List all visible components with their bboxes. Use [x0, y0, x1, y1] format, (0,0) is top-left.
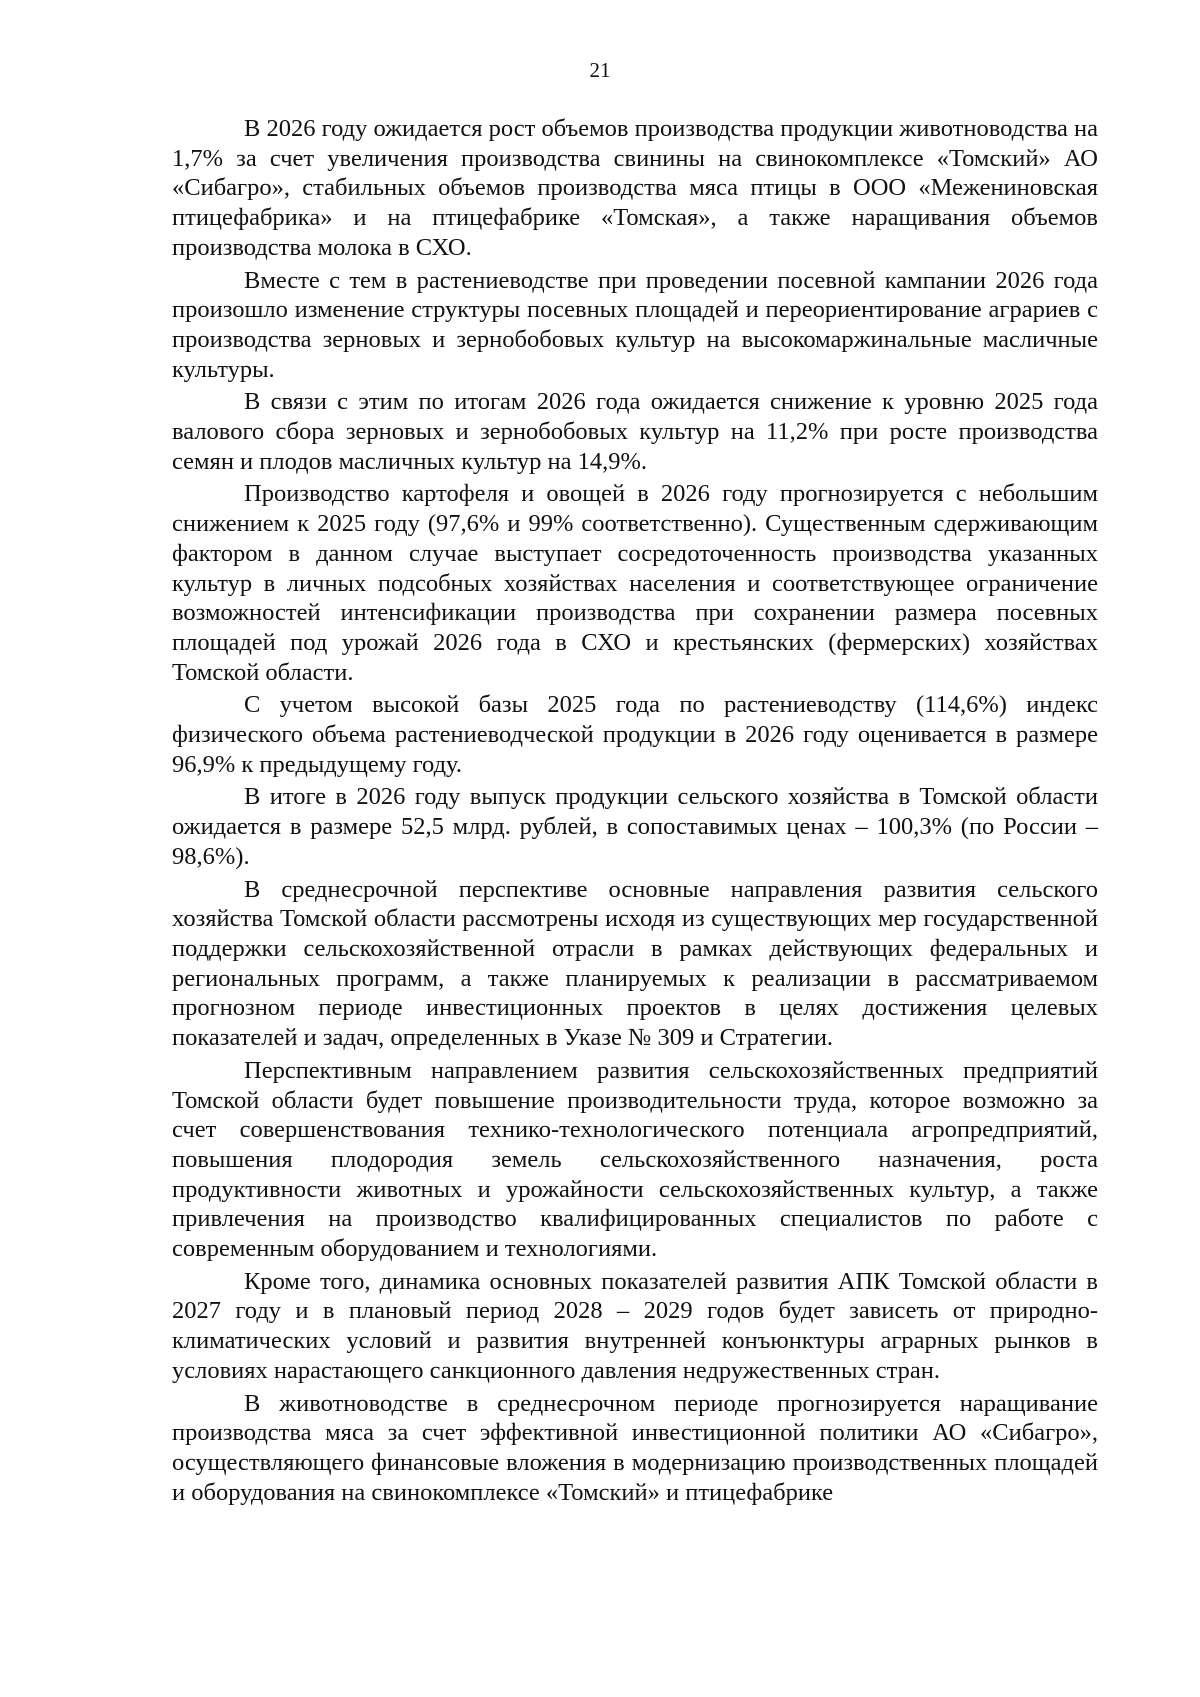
paragraph-sowing-structure: Вместе с тем в растениеводстве при проведении посевной кампании 2026 года произошло изменение структуры посевных площадей и переориентирование аграриев с производства зерновых и зернобобовых культур на высокомаржинальные масличные культуры. — [172, 266, 1098, 383]
paragraph-agri-output: В итоге в 2026 году выпуск продукции сельского хозяйства в Томской области ожидается в размере 52,5 млрд. рублей, в сопоставимых ценах – 100,3% (по России – 98,6%). — [172, 783, 1098, 870]
paragraph-livestock-growth: В 2026 году ожидается рост объемов производства продукции животноводства на 1,7% за счет увеличения производства свинины на свинокомплексе «Томский» АО «Сибагро», стабильных объемов производства мяса птицы в ООО «Межениновская птицефабрика» и на птицефабрике «Томская», а также наращивания объемов производства молока в СХО. — [172, 115, 1098, 261]
page-number: 21 — [589, 58, 611, 82]
paragraph-crop-index: С учетом высокой базы 2025 года по растениеводству (114,6%) индекс физического объема растениеводческой продукции в 2026 году оценивается в размере 96,9% к предыдущему году. — [172, 691, 1098, 778]
paragraph-midterm-outlook: В среднесрочной перспективе основные направления развития сельского хозяйства Томской области рассмотрены исходя из существующих мер государственной поддержки сельскохозяйственной отрасли в рамках действующих федеральных и региональных программ, а также планируемых к реализации в рассматриваемом прогнозном периоде инвестиционных проектов в целях достижения целевых показателей и задач, определенных в Указе № 309 и Стратегии. — [172, 875, 1098, 1052]
document-body — [172, 114, 1098, 1510]
paragraph-meat-production: В животноводстве в среднесрочном периоде прогнозируется наращивание производства мяса за счет эффективной инвестиционной политики АО «Сибагро», осуществляющего финансовые вложения в модернизацию производственных площадей и оборудования на свинокомплексе «Томский» и птицефабрике — [172, 1389, 1098, 1506]
paragraph-dynamics-factors: Кроме того, динамика основных показателей развития АПК Томской области в 2027 году и в плановый период 2028 – 2029 годов будет зависеть от природно-климатических условий и развития внутренней конъюнктуры аграрных рынков в условиях нарастающего санкционного давления недружественных стран. — [172, 1267, 1098, 1384]
paragraph-potatoes-vegetables: Производство картофеля и овощей в 2026 году прогнозируется с небольшим снижением к 2025 году (97,6% и 99% соответственно). Существенным сдерживающим фактором в данном случае выступает сосредоточенность производства указанных культур в личных подсобных хозяйствах населения и соответствующее ограничение возможностей интенсификации производства при сохранении размера посевных площадей под урожай 2026 года в СХО и крестьянских (фермерских) хозяйствах Томской области. — [172, 480, 1098, 686]
paragraph-grain-harvest: В связи с этим по итогам 2026 года ожидается снижение к уровню 2025 года валового сбора зерновых и зернобобовых культур на 11,2% при росте производства семян и плодов масличных культур на 14,9%. — [172, 388, 1098, 475]
paragraph-labor-productivity: Перспективным направлением развития сельскохозяйственных предприятий Томской области будет повышение производительности труда, которое возможно за счет совершенствования технико-технологического потенциала агропредприятий, повышения плодородия земель сельскохозяйственного назначения, роста продуктивности животных и урожайности сельскохозяйственных культур, а также привлечения на производство квалифицированных специалистов по работе с современным оборудованием и технологиями. — [172, 1056, 1098, 1263]
